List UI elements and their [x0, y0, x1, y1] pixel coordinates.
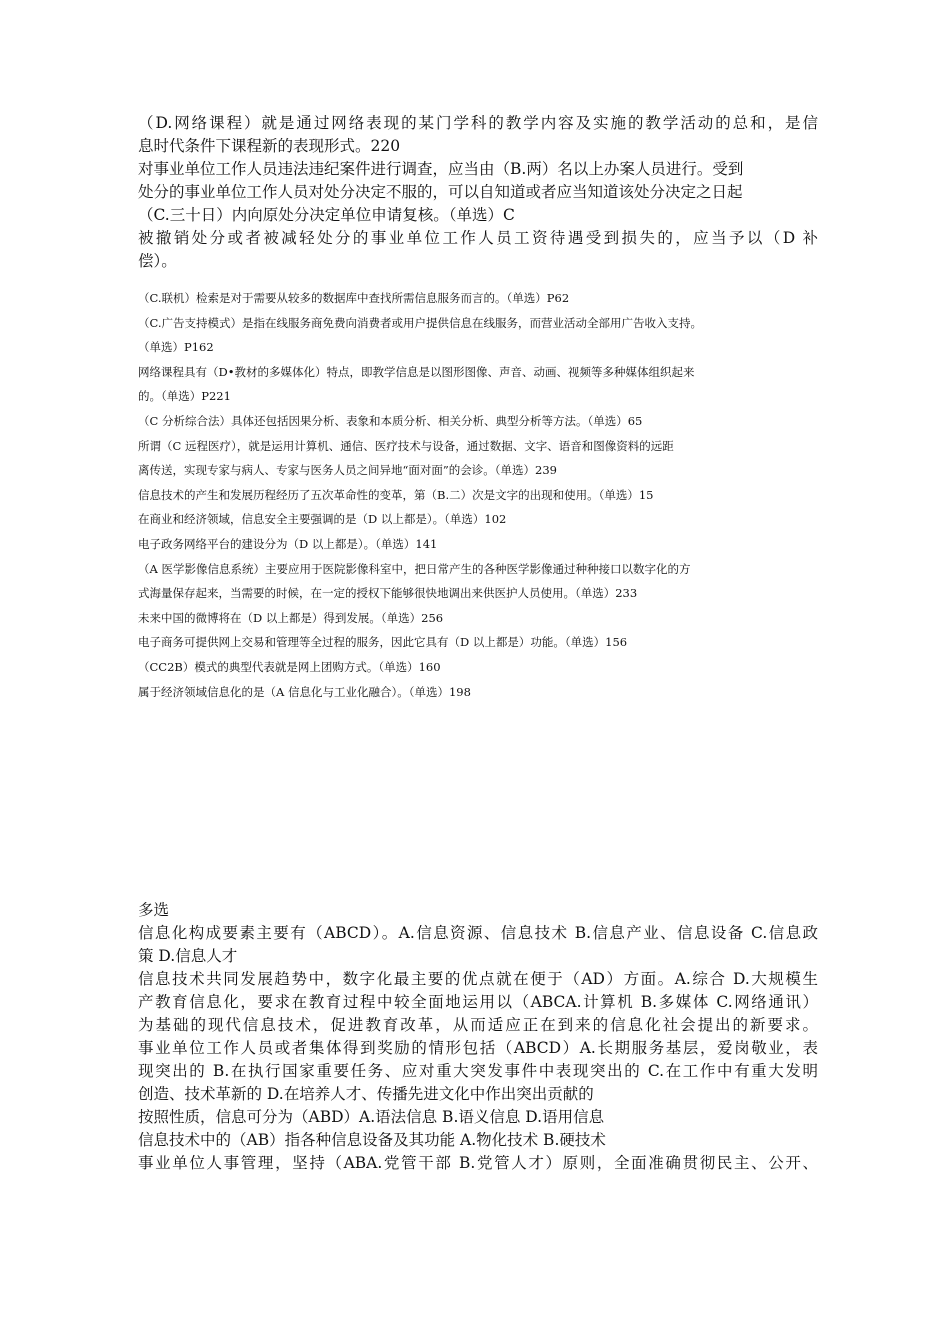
- text-line: 所谓（C 远程医疗），就是运用计算机、通信、医疗技术与设备，通过数据、文字、语音和图像资料的远距: [138, 438, 674, 453]
- text-line: 网络课程具有（D•教材的多媒体化）特点，即教学信息是以图形图像、声音、动画、视频等多种媒体组织起来: [138, 364, 695, 379]
- text-line: 在商业和经济领域，信息安全主要强调的是（D 以上都是）。（单选）102: [138, 512, 507, 527]
- text-line: 的。（单选）P221: [138, 389, 231, 404]
- text-line: 事业单位工作人员或者集体得到奖励的情形包括（ABCD）A.长期服务基层，爱岗敬业，表: [138, 1039, 818, 1057]
- single-choice-section-small: [138, 286, 818, 704]
- text-line: 对事业单位工作人员违法违纪案件进行调查，应当由（B.两）名以上办案人员进行。受到: [138, 160, 744, 178]
- section-heading: 多选: [138, 901, 170, 919]
- text-line: 未来中国的微博将在（D 以上都是）得到发展。（单选）256: [138, 610, 444, 625]
- text-line: 事业单位人事管理，坚持（ABA.党管干部 B.党管人才）原则，全面准确贯彻民主、公开、: [138, 1154, 818, 1172]
- text-line: 离传送，实现专家与病人、专家与医务人员之间异地“面对面”的会诊。（单选）239: [138, 463, 557, 478]
- text-line: （C.广告支持模式）是指在线服务商免费向消费者或用户提供信息在线服务，而营业活动全部用广告收入支持。: [138, 315, 703, 330]
- text-line: （C.联机）检索是对于需要从较多的数据库中查找所需信息服务而言的。（单选）P62: [138, 291, 570, 305]
- text-line: 式海量保存起来，当需要的时候，在一定的授权下能够很快地调出来供医护人员使用。（单选）233: [138, 586, 638, 601]
- text-line: 电子商务可提供网上交易和管理等全过程的服务，因此它具有（D 以上都是）功能。（单选）156: [138, 635, 628, 650]
- text-line: 策 D.信息人才: [138, 947, 238, 965]
- text-line: （C 分析综合法）具体还包括因果分析、表象和本质分析、相关分析、典型分析等方法。（单选）65: [138, 413, 643, 428]
- text-line: 创造、技术革新的 D.在培养人才、传播先进文化中作出突出贡献的: [138, 1085, 594, 1103]
- text-line: （D.网络课程）就是通过网络表现的某门学科的教学内容及实施的教学活动的总和，是信: [138, 114, 818, 132]
- text-line: （C.三十日）内向原处分决定单位申请复核。（单选）C: [138, 206, 515, 224]
- text-line: （A 医学影像信息系统）主要应用于医院影像科室中，把日常产生的各种医学影像通过种种接口以数字化的方: [138, 561, 691, 576]
- text-line: 信息技术的产生和发展历程经历了五次革命性的变革，第（B.二）次是文字的出现和使用。（单选）15: [138, 487, 654, 502]
- text-line: 信息技术共同发展趋势中，数字化最主要的优点就在便于（AD）方面。A.综合 D.大规模生: [138, 970, 818, 988]
- text-line: 信息化构成要素主要有（ABCD）。A.信息资源、信息技术 B.信息产业、信息设备 C.信息政: [138, 924, 818, 942]
- text-line: 电子政务网络平台的建设分为（D 以上都是）。（单选）141: [138, 536, 438, 551]
- text-line: 按照性质，信息可分为（ABD）A.语法信息 B.语义信息 D.语用信息: [138, 1108, 605, 1126]
- text-line: 息时代条件下课程新的表现形式。220: [138, 137, 401, 155]
- text-line: 产教育信息化，要求在教育过程中较全面地运用以（ABCA.计算机 B.多媒体 C.网络通讯）: [138, 993, 818, 1011]
- text-line: 属于经济领域信息化的是（A 信息化与工业化融合）。（单选）198: [138, 684, 471, 699]
- text-line: 信息技术中的（AB）指各种信息设备及其功能 A.物化技术 B.硬技术: [138, 1131, 606, 1149]
- multiple-choice-section: [138, 899, 818, 1175]
- text-line: 现突出的 B.在执行国家重要任务、应对重大突发事件中表现突出的 C.在工作中有重大发明: [138, 1062, 818, 1080]
- text-line: 处分的事业单位工作人员对处分决定不服的，可以自知道或者应当知道该处分决定之日起: [138, 183, 743, 201]
- text-line: （单选）P162: [138, 340, 214, 355]
- single-choice-section-large: [138, 112, 818, 273]
- text-line: 为基础的现代信息技术，促进教育改革，从而适应正在到来的信息化社会提出的新要求。: [138, 1016, 818, 1034]
- text-line: （CC2B）模式的典型代表就是网上团购方式。（单选）160: [138, 659, 441, 674]
- text-line: 偿）。: [138, 252, 177, 270]
- text-line: 被撤销处分或者被减轻处分的事业单位工作人员工资待遇受到损失的，应当予以（D 补: [138, 229, 818, 247]
